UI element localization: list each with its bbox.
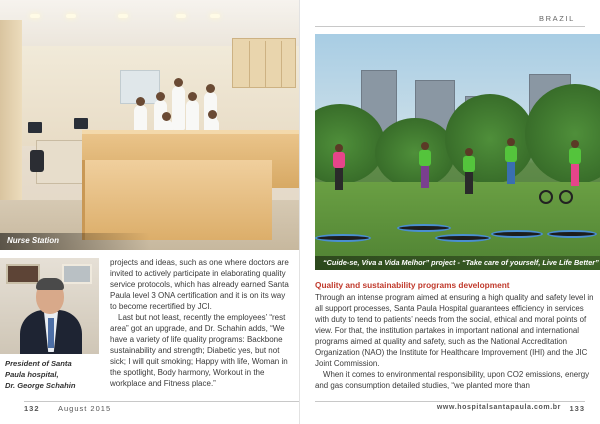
paragraph: Last but not least, recently the employees’ “rest area” got an upgrade, and Dr. Schahin adds, “We have a variety of life quality programs: Backbone sustainability and strength; Diabetic yes, but not sick; I will quit smoking; Happy with life, Woman in the spotlight, Body harmony, Workout in the workplace and Fitness place.” [110, 313, 288, 388]
header-rule [315, 26, 585, 27]
right-body-text [315, 292, 595, 391]
right-footer [315, 401, 585, 415]
portrait-caption-line: Paula hospital, [5, 370, 59, 379]
section-label: BRAZIL [539, 14, 575, 23]
website-url: www.hospitalsantapaula.com.br [436, 404, 561, 411]
issue-date: August 2015 [58, 404, 112, 413]
page-number: 133 [569, 404, 585, 413]
nurse-station-caption: Nurse Station [0, 233, 150, 250]
portrait-caption [5, 358, 97, 391]
paragraph: Through an intense program aimed at ensuring a high quality and safety level in all support processes, Santa Paula Hospital guarantees efficiency in services with duty to tend to patients’ needs from the social, ethical and moral points of view. For that, the institution partakes in important national and international programs aimed at quality and safety, such as the National Accreditation Organization (NAO) the Institute for Healthcare Improvement (IHI) and the JIC Joint Commission. [315, 293, 594, 368]
page-number: 132 [24, 404, 40, 413]
park-photo-caption: “Cuide-se, Viva a Vida Melhor” project - “Take care of yourself, Live Life Better” [315, 256, 600, 270]
park-exercise-photo [315, 34, 600, 270]
paragraph: When it comes to environmental responsibility, upon CO2 emissions, energy and gas consumption detailed studies, “we planted more than [315, 370, 590, 390]
president-portrait [0, 258, 99, 354]
left-footer [24, 401, 300, 415]
portrait-caption-line: Dr. George Schahin [5, 381, 76, 390]
paragraph: projects and ideas, such as one where doctors are invited to actively participate in elaborating quality service protocols, which has already earned Santa Paula level 3 ONA certification and it is on its way to become recertified by JCI. [110, 258, 289, 311]
nurse-station-photo [0, 0, 300, 250]
portrait-caption-line: President of Santa [5, 359, 72, 368]
section-heading: Quality and sustainability programs development [315, 280, 510, 290]
left-body-text [110, 257, 293, 389]
